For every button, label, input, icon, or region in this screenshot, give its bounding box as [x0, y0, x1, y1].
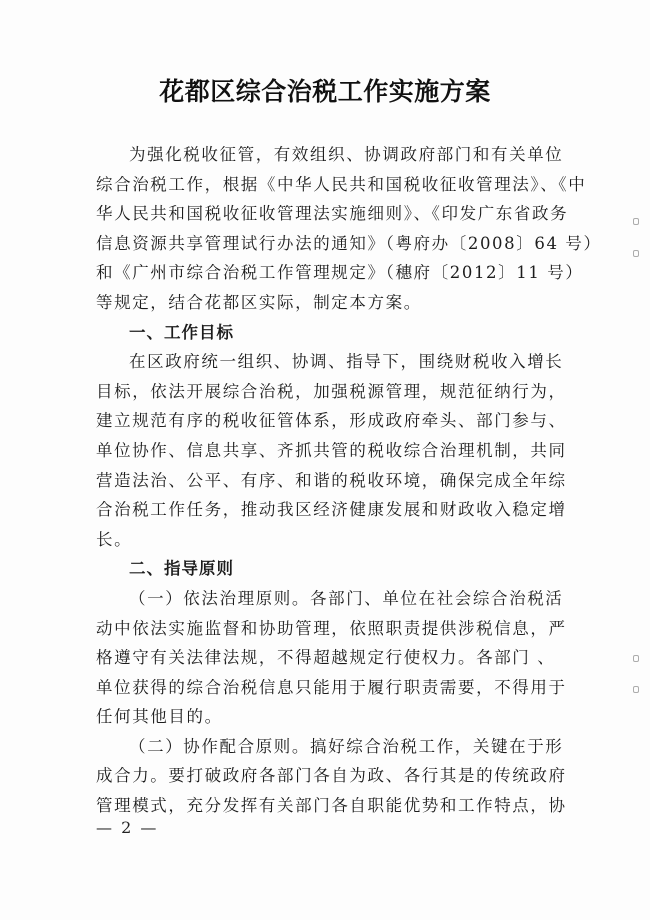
- intro-line: 信息资源共享管理试行办法的通知》（粤府办〔2008〕64 号）: [96, 233, 602, 253]
- principle1-line: 单位获得的综合治税信息只能用于履行职责需要，不得用于: [96, 677, 567, 697]
- section1-line: 目标，依法开展综合治税，加强税源管理，规范征纳行为，: [96, 381, 567, 401]
- binding-hole-mark-icon: [633, 250, 639, 257]
- binding-hole-mark-icon: [633, 655, 639, 662]
- document-body: [96, 140, 602, 821]
- intro-line: 华人民共和国税收征收管理法实施细则》、《印发广东省政务: [96, 204, 569, 224]
- page-number: — 2 —: [96, 818, 159, 837]
- section1-line: 合治税工作任务，推动我区经济健康发展和财政收入稳定增: [96, 500, 567, 520]
- document-title: 花都区综合治税工作实施方案: [159, 77, 491, 106]
- section-heading-work-goals: 一、工作目标: [129, 322, 234, 342]
- principle1-line: 动中依法实施监督和协助管理，依照职责提供涉税信息，严: [96, 618, 567, 638]
- section1-line: 建立规范有序的税收征管体系，形成政府牵头、部门参与、: [96, 411, 567, 431]
- principle2-line: 成合力。要打破政府各部门各自为政、各行其是的传统政府: [96, 766, 567, 786]
- principle2-line: （二）协作配合原则。搞好综合治税工作，关键在于形: [129, 736, 564, 756]
- principle2-line: 管理模式，充分发挥有关部门各自职能优势和工作特点，协: [96, 796, 567, 816]
- section1-line: 长。: [96, 529, 133, 549]
- binding-hole-mark-icon: [633, 218, 639, 225]
- intro-line: 为强化税收征管，有效组织、协调政府部门和有关单位: [129, 145, 564, 164]
- binding-hole-mark-icon: [633, 686, 639, 693]
- section1-line: 营造法治、公平、有序、和谐的税收环境，确保完成全年综: [96, 470, 567, 490]
- intro-line: 等规定，结合花都区实际，制定本方案。: [96, 292, 422, 312]
- principle1-line: 任何其他目的。: [96, 707, 223, 727]
- principle1-line: 格遵守有关法律法规，不得超越规定行使权力。各部门 、: [96, 648, 556, 668]
- section1-line: 单位协作、信息共享、齐抓共管的税收综合治理机制，共同: [96, 440, 567, 460]
- section1-line: 在区政府统一组织、协调、指导下，围绕财税收入增长: [129, 352, 564, 372]
- principle1-line: （一）依法治理原则。各部门、单位在社会综合治税活: [129, 588, 564, 608]
- intro-line: 综合治税工作，根据《中华人民共和国税收征收管理法》、《中: [96, 174, 587, 194]
- intro-line: 和《广州市综合治税工作管理规定》（穗府〔2012〕11 号）: [96, 263, 584, 283]
- section-heading-guiding-principles: 二、指导原则: [129, 559, 234, 579]
